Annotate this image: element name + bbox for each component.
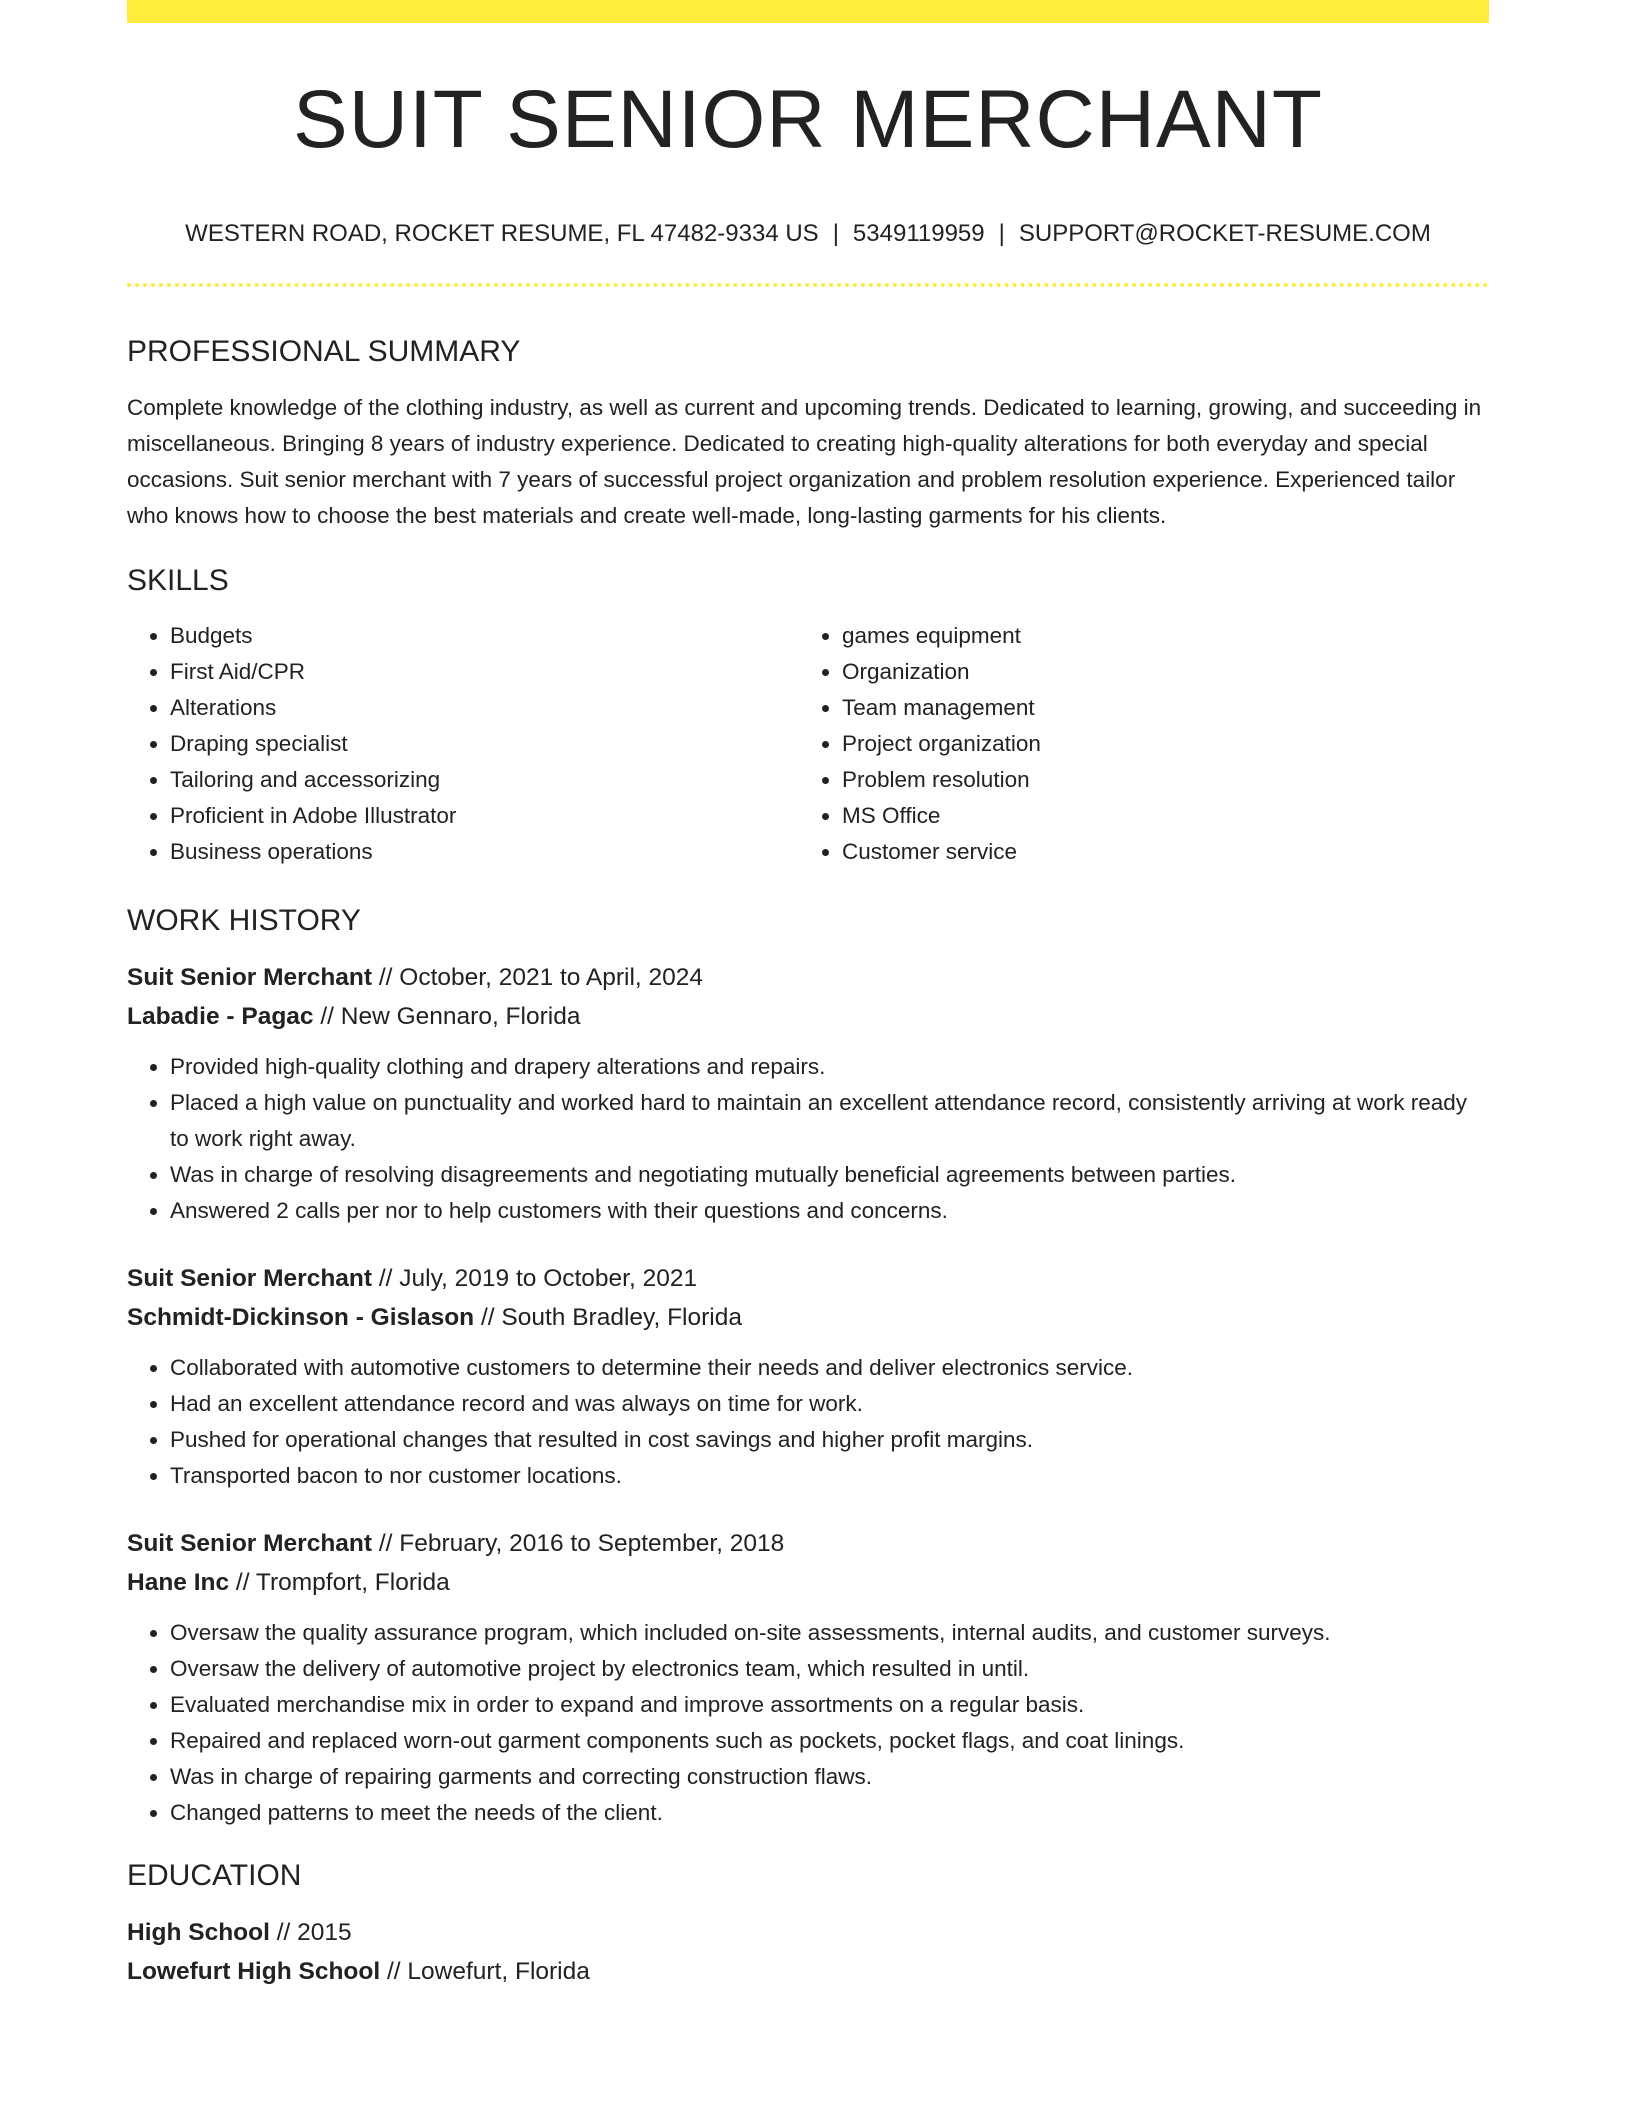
contact-address: WESTERN ROAD, ROCKET RESUME, FL 47482-9334 US (185, 220, 819, 247)
separator: // (380, 1958, 408, 1985)
skill-item: • Alterations (170, 690, 799, 726)
job-bullet: • Answered 2 calls per nor to help customers with their questions and concerns. (170, 1193, 1489, 1229)
job-entry (127, 958, 1489, 1229)
job-bullet: • Had an excellent attendance record and was always on time for work. (170, 1386, 1489, 1422)
skills-heading: SKILLS (127, 564, 229, 597)
education-degree: High School (127, 1919, 270, 1946)
contact-email: SUPPORT@ROCKET-RESUME.COM (1018, 220, 1431, 247)
education-degree-line (127, 1913, 1489, 1952)
separator: // (229, 1569, 256, 1596)
education-heading: EDUCATION (127, 1859, 302, 1892)
job-company-line (127, 997, 1489, 1036)
job-bullet: • Oversaw the delivery of automotive project by electronics team, which resulted in until. (170, 1651, 1489, 1687)
job-dates: February, 2016 to September, 2018 (399, 1530, 785, 1557)
job-bullets (127, 1049, 1489, 1229)
skill-item: • Draping specialist (170, 726, 799, 762)
skill-item: • Organization (842, 654, 1471, 690)
job-bullet: • Was in charge of repairing garments and correcting construction flaws. (170, 1759, 1489, 1795)
job-role: Suit Senior Merchant (127, 964, 373, 991)
separator: // (372, 1530, 400, 1557)
job-location: South Bradley, Florida (501, 1304, 742, 1331)
separator: // (474, 1304, 502, 1331)
skill-item: • MS Office (842, 798, 1471, 834)
skill-item: • Business operations (170, 834, 799, 870)
education-location: Lowefurt, Florida (407, 1958, 590, 1985)
job-company: Schmidt-Dickinson - Gislason (127, 1304, 475, 1331)
job-company: Hane Inc (127, 1569, 230, 1596)
job-role: Suit Senior Merchant (127, 1530, 373, 1557)
education-school-line (127, 1952, 1489, 1991)
job-bullets (127, 1350, 1489, 1494)
job-role-line (127, 958, 1489, 997)
job-company-line (127, 1298, 1489, 1337)
job-location: Trompfort, Florida (255, 1569, 450, 1596)
job-bullet: • Changed patterns to meet the needs of the client. (170, 1795, 1489, 1831)
accent-bar (127, 0, 1489, 23)
job-bullet: • Provided high-quality clothing and drapery alterations and repairs. (170, 1049, 1489, 1085)
skill-item: • Project organization (842, 726, 1471, 762)
job-bullet: • Was in charge of resolving disagreements and negotiating mutually beneficial agreements between parties. (170, 1157, 1489, 1193)
skills-column-right (799, 618, 1471, 870)
skills-list (127, 618, 1489, 870)
education-entry (127, 1913, 1489, 1991)
contact-phone: 5349119959 (852, 220, 985, 247)
education-year: 2015 (297, 1919, 352, 1946)
summary-heading: PROFESSIONAL SUMMARY (127, 335, 521, 368)
job-bullet: • Collaborated with automotive customers to determine their needs and deliver electronics service. (170, 1350, 1489, 1386)
education-school: Lowefurt High School (127, 1958, 381, 1985)
job-entry (127, 1259, 1489, 1494)
job-bullet: • Repaired and replaced worn-out garment components such as pockets, pocket flags, and coat linings. (170, 1723, 1489, 1759)
header-divider (127, 283, 1489, 287)
skill-item: • Team management (842, 690, 1471, 726)
job-dates: July, 2019 to October, 2021 (399, 1265, 698, 1292)
job-location: New Gennaro, Florida (340, 1003, 581, 1030)
contact-separator: | (998, 220, 1005, 247)
separator: // (313, 1003, 341, 1030)
skill-item: • First Aid/CPR (170, 654, 799, 690)
job-role-line (127, 1524, 1489, 1563)
job-bullet: • Pushed for operational changes that resulted in cost savings and higher profit margins. (170, 1422, 1489, 1458)
contact-line (127, 222, 1489, 246)
resume-page (127, 0, 1489, 1991)
separator: // (372, 964, 400, 991)
job-bullet: • Evaluated merchandise mix in order to expand and improve assortments on a regular basis. (170, 1687, 1489, 1723)
job-bullet: • Placed a high value on punctuality and worked hard to maintain an excellent attendance record, consistently arriving at work ready to work right away. (170, 1085, 1489, 1157)
skills-column-left (127, 618, 799, 870)
job-company: Labadie - Pagac (127, 1003, 314, 1030)
skill-item: • Tailoring and accessorizing (170, 762, 799, 798)
job-role: Suit Senior Merchant (127, 1265, 373, 1292)
skill-item: • games equipment (842, 618, 1471, 654)
separator: // (269, 1919, 298, 1946)
skill-item: • Proficient in Adobe Illustrator (170, 798, 799, 834)
job-role-line (127, 1259, 1489, 1298)
job-bullet: • Transported bacon to nor customer locations. (170, 1458, 1489, 1494)
job-entry (127, 1524, 1489, 1831)
separator: // (372, 1265, 400, 1292)
skill-item: • Customer service (842, 834, 1471, 870)
skill-item: • Problem resolution (842, 762, 1471, 798)
skill-item: • Budgets (170, 618, 799, 654)
summary-text: Complete knowledge of the clothing industry, as well as current and upcoming trends. Dedicated to learning, growing, and succeeding in miscellaneous. Bringing 8 years of industry experience. Dedicated to creating high-quality alterations for both everyday and special occasions. Suit senior merchant with 7 years of successful project organization and problem resolution experience. Experienced tailor who knows how to choose the best materials and create well-made, long-lasting garments for his clients. (127, 395, 1482, 528)
job-company-line (127, 1563, 1489, 1602)
job-bullet: • Oversaw the quality assurance program, which included on-site assessments, internal audits, and customer surveys. (170, 1615, 1489, 1651)
job-bullets (127, 1615, 1489, 1831)
contact-separator: | (832, 220, 839, 247)
resume-name: SUIT SENIOR MERCHANT (293, 74, 1323, 165)
work-history-heading: WORK HISTORY (127, 904, 361, 937)
job-dates: October, 2021 to April, 2024 (399, 964, 704, 991)
